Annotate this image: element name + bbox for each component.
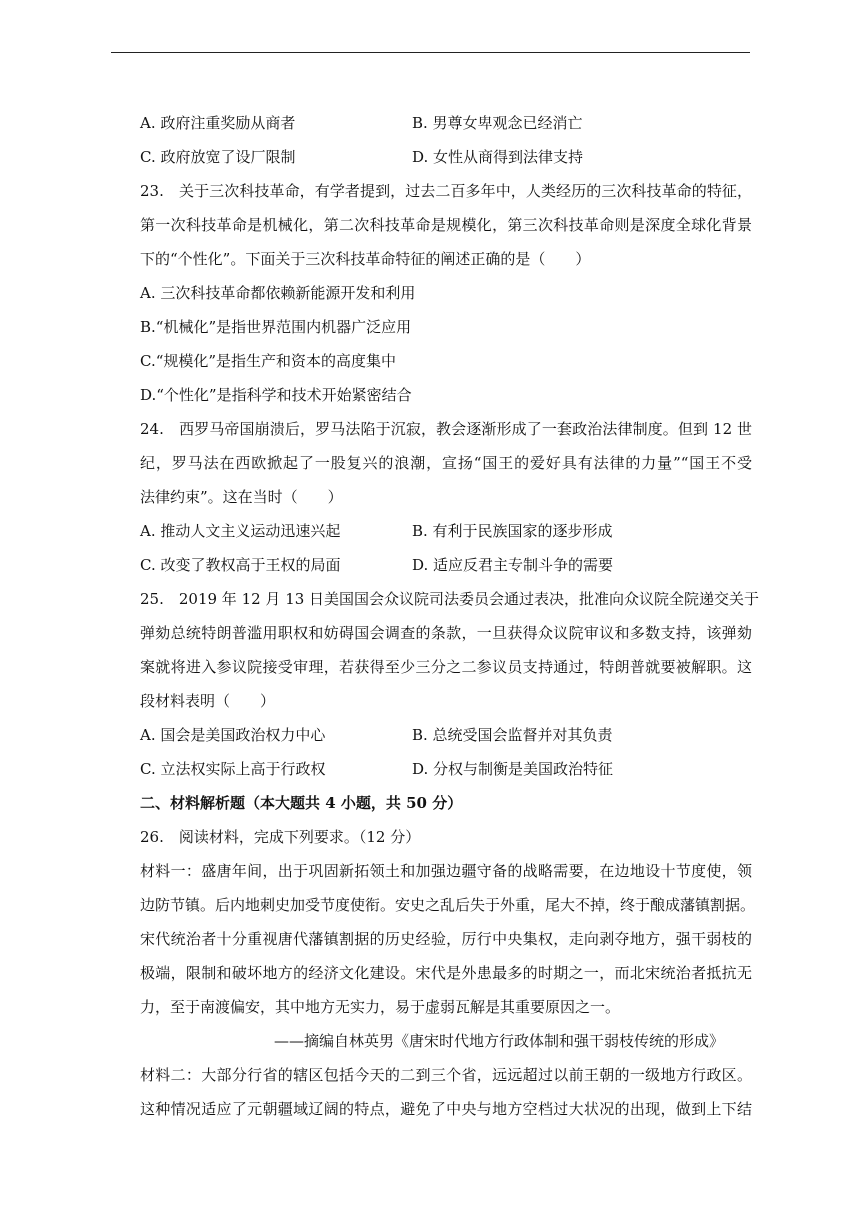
material-1-line: 材料一：盛唐年间，出于巩固新拓领土和加强边疆守备的战略需要，在边地设十节度使，领 <box>140 862 752 880</box>
q25-option-d: D. 分权与制衡是美国政治特征 <box>412 760 614 778</box>
question-23 <box>140 174 752 276</box>
q23-stem-line: 第一次科技革命是机械化，第二次科技革命是规模化，第三次科技革命则是深度全球化背景 <box>140 216 752 234</box>
q24-options-row-1 <box>140 514 752 548</box>
material-2-line: 这种情况适应了元朝疆域辽阔的特点，避免了中央与地方空档过大状况的出现，做到上下结 <box>140 1100 752 1118</box>
q25-options-row-1 <box>140 718 752 752</box>
q24-option-c: C. 改变了教权高于王权的局面 <box>140 556 341 574</box>
material-1-line: 极端，限制和破坏地方的经济文化建设。宋代是外患最多的时期之一，而北宋统治者抵抗无 <box>140 964 752 982</box>
q25-option-a: A. 国会是美国政治权力中心 <box>140 726 326 744</box>
q24-stem-line: 法律约束”。这在当时（ ） <box>140 488 343 506</box>
q22-option-c: C. 政府放宽了设厂限制 <box>140 148 296 166</box>
header-rule <box>111 52 750 53</box>
q25-options-row-2 <box>140 752 752 786</box>
q24-option-b: B. 有利于民族国家的逐步形成 <box>412 522 613 540</box>
q24-option-a: A. 推动人文主义运动迅速兴起 <box>140 522 341 540</box>
section-heading: 二、材料解析题（本大题共 4 小题，共 50 分） <box>140 794 463 812</box>
q23-option-b: B.“机械化”是指世界范围内机器广泛应用 <box>140 318 412 336</box>
q22-options-row-2 <box>140 140 752 174</box>
q23-option-a: A. 三次科技革命都依赖新能源开发和利用 <box>140 284 416 302</box>
q22-options-row-1 <box>140 106 752 140</box>
material-2-line: 材料二：大部分行省的辖区包括今天的二到三个省，远远超过以前王朝的一级地方行政区。 <box>140 1066 752 1084</box>
q24-stem-line: 24. 西罗马帝国崩溃后，罗马法陷于沉寂，教会逐渐形成了一套政治法律制度。但到 12 世 <box>140 420 752 438</box>
q25-option-b: B. 总统受国会监督并对其负责 <box>412 726 613 744</box>
question-25 <box>140 582 760 718</box>
q25-option-c: C. 立法权实际上高于行政权 <box>140 760 326 778</box>
material-1-line: 宋代统治者十分重视唐代藩镇割据的历史经验，厉行中央集权，走向剥夺地方，强干弱枝的 <box>140 930 752 948</box>
q22-option-a: A. 政府注重奖励从商者 <box>140 114 296 132</box>
q26-intro: 26. 阅读材料，完成下列要求。（12 分） <box>140 828 421 846</box>
q25-stem-line: 弹劾总统特朗普滥用职权和妨碍国会调查的条款，一旦获得众议院审议和多数支持，该弹劾 <box>140 624 752 642</box>
q23-option-c: C.“规模化”是指生产和资本的高度集中 <box>140 352 397 370</box>
q26-material-1 <box>140 854 756 1024</box>
q23-stem-line: 下的“个性化”。下面关于三次科技革命特征的阐述正确的是（ ） <box>140 250 591 268</box>
material-1-line: 边防节镇。后内地刺史加受节度使衔。安史之乱后失于外重，尾大不掉，终于酿成藩镇割据。 <box>140 896 756 914</box>
q25-stem-line: 案就将进入参议院接受审理，若获得至少三分之二参议员支持通过，特朗普就要被解职。这 <box>140 658 752 676</box>
q24-option-d: D. 适应反君主专制斗争的需要 <box>412 556 614 574</box>
q23-stem-line: 23. 关于三次科技革命，有学者提到，过去二百多年中，人类经历的三次科技革命的特征， <box>140 182 752 200</box>
document-body <box>140 106 760 1126</box>
material-1-line: 力，至于南渡偏安，其中地方无实力，易于虚弱瓦解是其重要原因之一。 <box>140 998 621 1016</box>
q25-stem-line: 段材料表明（ ） <box>140 692 276 710</box>
q23-option-d: D.“个性化”是指科学和技术开始紧密结合 <box>140 386 412 404</box>
question-24 <box>140 412 752 514</box>
q22-option-b: B. 男尊女卑观念已经消亡 <box>412 114 583 132</box>
q24-stem-line: 纪，罗马法在西欧掀起了一股复兴的浪潮，宣扬“国王的爱好具有法律的力量”“国王不受 <box>140 454 752 472</box>
q22-option-d: D. 女性从商得到法律支持 <box>412 148 584 166</box>
material-1-source: ——摘编自林英男《唐宋时代地方行政体制和强干弱枝传统的形成》 <box>273 1032 724 1050</box>
q25-stem-line: 25. 2019 年 12 月 13 日美国国会众议院司法委员会通过表决，批准向众议院全院递交关于 <box>140 590 760 608</box>
q26-material-2 <box>140 1058 752 1126</box>
q24-options-row-2 <box>140 548 752 582</box>
